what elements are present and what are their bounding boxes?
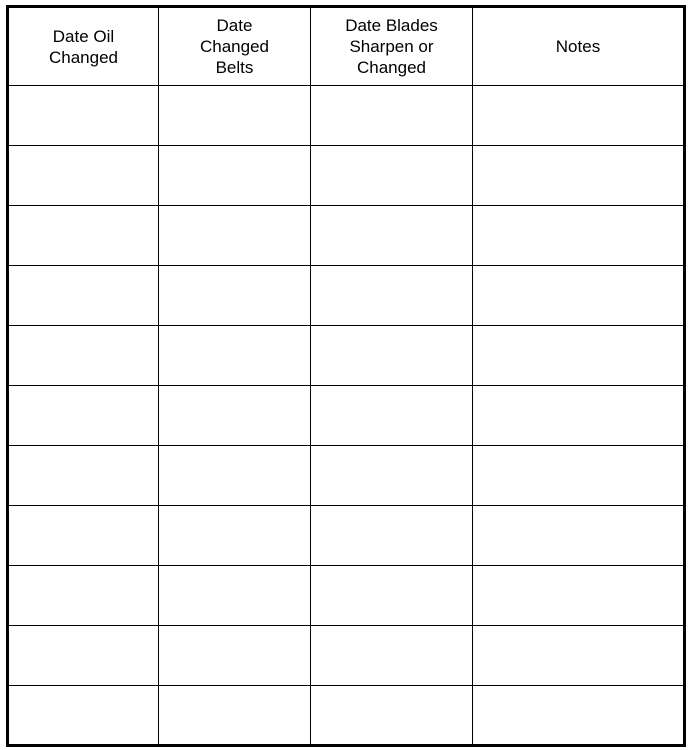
table-row: [8, 566, 685, 626]
table-row: [8, 266, 685, 326]
notes-cell[interactable]: [473, 86, 685, 146]
date-oil-changed-cell[interactable]: [8, 566, 159, 626]
header-date-blades-sharpen-or-changed: Date Blades Sharpen or Changed: [311, 7, 473, 86]
date-oil-changed-cell[interactable]: [8, 146, 159, 206]
table-row: [8, 86, 685, 146]
notes-cell[interactable]: [473, 146, 685, 206]
notes-cell[interactable]: [473, 446, 685, 506]
header-row: [8, 7, 685, 86]
date-blades-cell[interactable]: [311, 326, 473, 386]
table-row: [8, 626, 685, 686]
date-changed-belts-cell[interactable]: [159, 446, 311, 506]
date-oil-changed-cell[interactable]: [8, 446, 159, 506]
date-changed-belts-cell[interactable]: [159, 326, 311, 386]
table-row: [8, 146, 685, 206]
notes-cell[interactable]: [473, 386, 685, 446]
notes-cell[interactable]: [473, 506, 685, 566]
date-oil-changed-cell[interactable]: [8, 626, 159, 686]
date-oil-changed-cell[interactable]: [8, 86, 159, 146]
date-changed-belts-cell[interactable]: [159, 146, 311, 206]
date-changed-belts-cell[interactable]: [159, 266, 311, 326]
table-header: [8, 7, 685, 86]
date-blades-cell[interactable]: [311, 386, 473, 446]
table-row: [8, 326, 685, 386]
date-blades-cell[interactable]: [311, 686, 473, 746]
date-oil-changed-cell[interactable]: [8, 386, 159, 446]
notes-cell[interactable]: [473, 566, 685, 626]
date-changed-belts-cell[interactable]: [159, 686, 311, 746]
date-blades-cell[interactable]: [311, 266, 473, 326]
date-blades-cell[interactable]: [311, 566, 473, 626]
date-blades-cell[interactable]: [311, 146, 473, 206]
table-row: [8, 206, 685, 266]
date-changed-belts-cell[interactable]: [159, 86, 311, 146]
notes-cell[interactable]: [473, 626, 685, 686]
date-changed-belts-cell[interactable]: [159, 206, 311, 266]
notes-cell[interactable]: [473, 326, 685, 386]
date-blades-cell[interactable]: [311, 626, 473, 686]
date-changed-belts-cell[interactable]: [159, 626, 311, 686]
notes-cell[interactable]: [473, 206, 685, 266]
table-row: [8, 686, 685, 746]
date-changed-belts-cell[interactable]: [159, 386, 311, 446]
date-blades-cell[interactable]: [311, 446, 473, 506]
header-notes: Notes: [473, 7, 685, 86]
table-row: [8, 506, 685, 566]
date-oil-changed-cell[interactable]: [8, 326, 159, 386]
maintenance-log-table: [6, 5, 686, 747]
date-oil-changed-cell[interactable]: [8, 206, 159, 266]
date-changed-belts-cell[interactable]: [159, 506, 311, 566]
date-oil-changed-cell[interactable]: [8, 686, 159, 746]
date-blades-cell[interactable]: [311, 506, 473, 566]
date-changed-belts-cell[interactable]: [159, 566, 311, 626]
table-row: [8, 446, 685, 506]
date-blades-cell[interactable]: [311, 206, 473, 266]
date-oil-changed-cell[interactable]: [8, 506, 159, 566]
date-oil-changed-cell[interactable]: [8, 266, 159, 326]
notes-cell[interactable]: [473, 266, 685, 326]
header-date-changed-belts: Date Changed Belts: [159, 7, 311, 86]
table-row: [8, 386, 685, 446]
table-body: [8, 86, 685, 746]
header-date-oil-changed: Date Oil Changed: [8, 7, 159, 86]
notes-cell[interactable]: [473, 686, 685, 746]
date-blades-cell[interactable]: [311, 86, 473, 146]
